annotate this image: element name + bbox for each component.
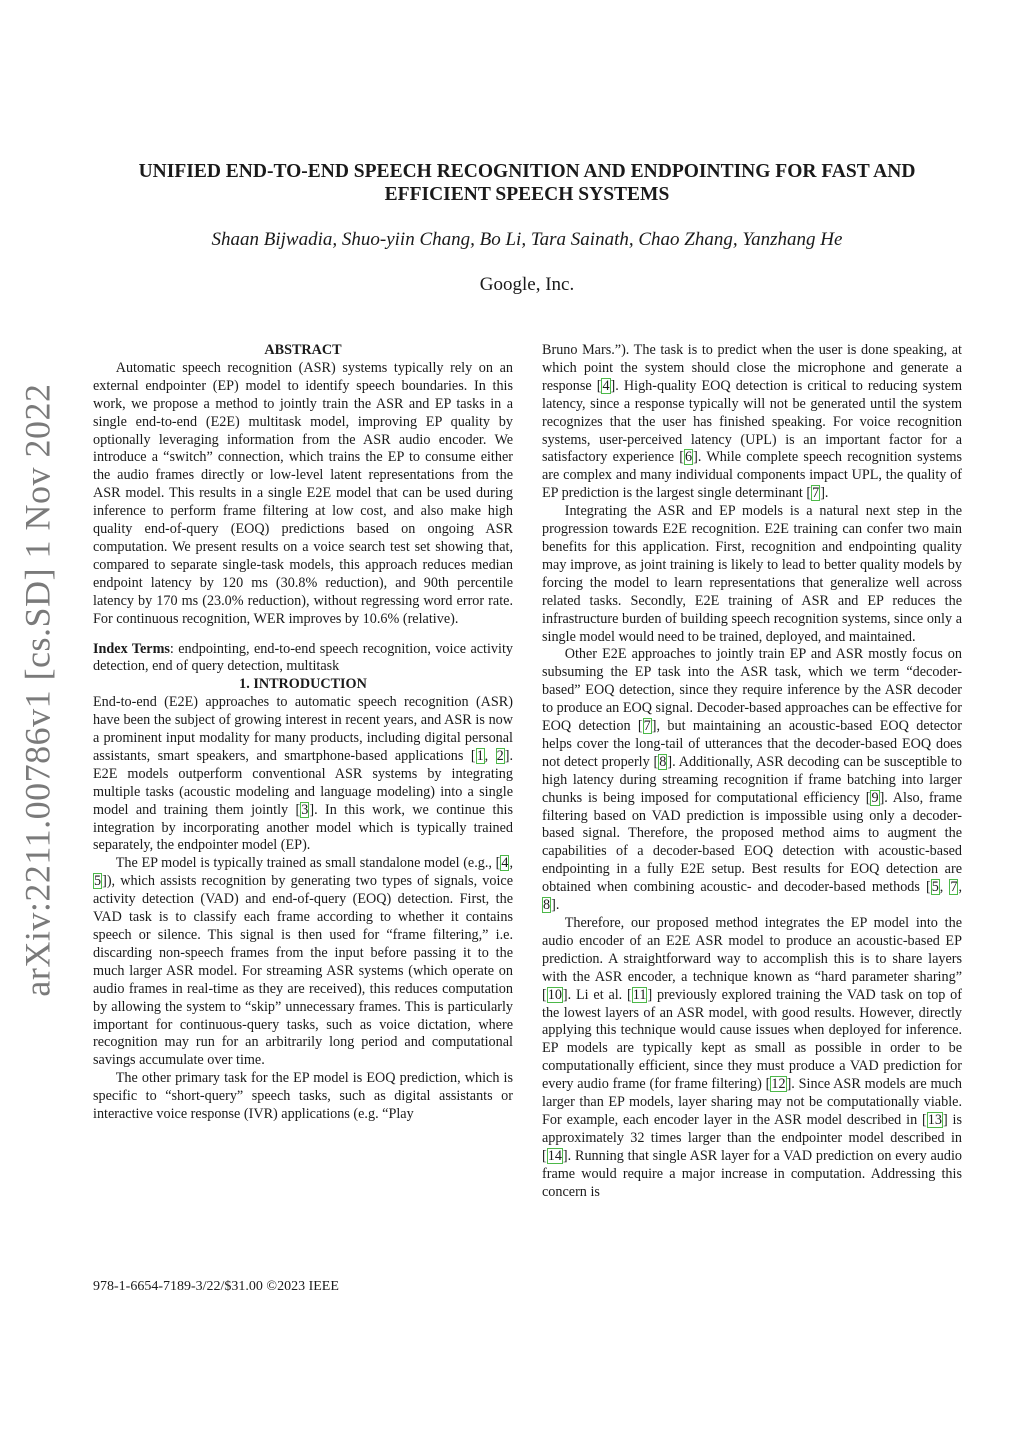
text-run: Bruno Mars.”). The task is to predict when the user is done speaking, at which point the system should close the microphone and generate a response [ [542, 342, 962, 394]
citation-link[interactable]: 2 [496, 747, 504, 764]
citation-link[interactable]: 12 [771, 1076, 786, 1093]
intro-paragraph-5: Integrating the ASR and EP models is a natural next step in the progression towards E2E recognition. E2E training can confer two main benefits for this application. First, recognition and endpointing quality may improve, as joint training is likely to lead to better quality models by forcing the model to learn representations that generalize well across related tasks. Secondly, E2E training of ASR and EP reduces the infrastructure burden of building speech recognition systems, since only a single model would need to be trained, deployed, and maintained. [542, 503, 962, 645]
citation-link[interactable]: 7 [643, 718, 651, 735]
intro-heading: 1. INTRODUCTION [239, 676, 367, 693]
affiliation: Google, Inc. [479, 274, 575, 295]
text-run: ] previously explored training the VAD task on top of the lowest layers of an ASR model, with good results. However, directly applying this technique would cause issues when deployed for inference. EP models are typically kept as small as possible in order to be computationally efficient, since they must produce a VAD prediction for every audio frame (for frame filtering) [ [542, 986, 962, 1093]
author-list: Shaan Bijwadia, Shuo-yiin Chang, Bo Li, Tara Sainath, Chao Zhang, Yanzhang He [211, 229, 843, 250]
text-run: , [509, 855, 513, 872]
text-run: ]. In this work, we continue this integration by incorporating another model which is typically trained separately, the endpointer model (EP). [93, 801, 514, 854]
citation-link[interactable]: 5 [931, 879, 939, 896]
citation-link[interactable]: 4 [501, 855, 509, 872]
text-run: Therefore, our proposed method integrates the EP model into the audio encoder of an E2E ASR model to produce an acoustic-based EP prediction. A straightforward way to accomplish this is to share layers with the ASR encoder, a technique known as “hard parameter sharing” [ [542, 915, 962, 1003]
arxiv-id: arXiv:2211.00786v1 [cs.SD] 1 Nov 2022 [18, 383, 58, 997]
text-run: ], but maintaining an acoustic-based EOQ detector helps cover the long-tail of utterances that the decoder-based EOQ does not detect properly [ [542, 718, 962, 770]
text-run: ]. Also, frame filtering based on VAD prediction is impossible using only a decoder-based signal. Therefore, the proposed method aims to augment the capabilities of a decoder-based EOQ detection with acoustic-based endpointing in a fully E2E setup. Best results for EOQ detection are obtained when combining acoustic- and decoder-based methods [ [542, 789, 962, 896]
copyright-footer: 978-1-6654-7189-3/22/$31.00 ©2023 IEEE [93, 1279, 339, 1294]
paper-title [92, 160, 962, 206]
abstract-heading: ABSTRACT [264, 342, 342, 358]
citation-link[interactable]: 8 [659, 753, 667, 770]
text-run: ]), which assists recognition by generating two types of signals, voice activity detection (VAD) and end-of-query (EOQ) detection. First, the VAD task is to classify each frame according to whether it contains speech or silence. This signal is then used for “frame filtering,” i.e. discarding non-speech frames from the input before passing it to the much larger ASR model. For streaming ASR systems (which operate on audio frames in real-time as they are received), this reduces computation by allowing the system to “skip” unnecessary frames. This is particularly important for continuous-query tasks, such as voice dictation, where recognition may run for an arbitrarily long period and computational savings accumulate over time. [93, 873, 513, 1069]
text-run: ]. While complete speech recognition systems are complex and many individual components impact UPL, the quality of EP prediction is the largest single determinant [ [542, 449, 962, 502]
text-run: ]. High-quality EOQ detection is critical to reducing system latency, since a response typically will not be generated until the system recognizes that the user has finished speaking. For voice recognition systems, user-perceived latency (UPL) is an important factor for a satisfactory experience [ [542, 377, 963, 466]
citation-link[interactable]: 13 [927, 1111, 942, 1128]
intro-paragraph-7 [542, 915, 962, 1202]
citation-link[interactable]: 5 [94, 873, 102, 890]
citation-link[interactable]: 8 [543, 897, 551, 914]
citation-link[interactable]: 1 [476, 747, 484, 764]
citation-link[interactable]: 4 [602, 377, 610, 394]
left-column [93, 342, 513, 1124]
index-terms-label: Index Terms [93, 640, 170, 657]
citation-link[interactable]: 9 [871, 789, 879, 806]
text-run: Other E2E approaches to jointly train EP and ASR mostly focus on subsuming the EP task into the ASR task, which we term “decoder-based” EOQ detection, since they require inference by the ASR decoder to produce an EOQ signal. Decoder-based approaches can be effective for EOQ detection [ [542, 646, 962, 735]
text-run: ]. [551, 897, 560, 914]
text-run: , [939, 879, 950, 896]
citation-link[interactable]: 3 [301, 801, 309, 818]
intro-paragraph-1 [93, 694, 513, 855]
text-run: , [484, 747, 496, 764]
index-terms [93, 641, 513, 677]
citation-link[interactable]: 7 [950, 879, 958, 896]
text-run: ]. Since ASR models are much larger than EP models, layer sharing may not be computationally viable. For example, each encoder layer in the ASR model described in [ [542, 1076, 962, 1128]
arxiv-sidebar-stamp [8, 330, 68, 1050]
text-run: ]. Li et al. [ [562, 986, 632, 1003]
right-column [542, 342, 962, 1202]
intro-paragraph-2 [93, 855, 513, 1070]
text-run: ] is approximately 32 times larger than the endpointer model described in [ [542, 1111, 962, 1164]
text-run: , [958, 879, 963, 896]
intro-paragraph-3: The other primary task for the EP model is EOQ prediction, which is specific to “short-query” speech tasks, such as digital assistants or interactive voice response (IVR) applications (e.g. “Play [93, 1070, 513, 1123]
text-run: End-to-end (E2E) approaches to automatic speech recognition (ASR) have been the subject of growing interest in recent years, and ASR is now a prominent input modality for many products, including digital personal assistants, smart speakers, and smartphone-based applications [ [93, 694, 513, 764]
citation-link[interactable]: 11 [632, 986, 647, 1003]
title-line-2: EFFICIENT SPEECH SYSTEMS [384, 184, 670, 205]
abstract-body: Automatic speech recognition (ASR) systems typically rely on an external endpointer (EP) model to identify speech boundaries. In this work, we propose a method to jointly train the ASR and EP tasks in a single end-to-end (E2E) multitask model, improving EP quality by optionally leveraging information from the ASR audio encoder. We introduce a “switch” connection, which trains the EP to consume either the audio frames directly or low-level latent representations from the ASR model. This results in a single E2E model that can be used during inference to perform frame filtering at low cost, and also make high quality end-of-query (EOQ) predictions based on ongoing ASR computation. We present results on a voice search test set showing that, compared to separate single-task models, this approach reduces median endpoint latency by 120 ms (30.8% reduction), and 90th percentile latency by 170 ms (23.0% reduction), without regressing word error rate. For continuous recognition, WER improves by 10.6% (relative). [93, 359, 513, 627]
intro-paragraph-4 [542, 342, 962, 503]
text-run: ]. [820, 485, 829, 502]
citation-link[interactable]: 10 [547, 986, 562, 1003]
text-run: The EP model is typically trained as small standalone model (e.g., [ [115, 855, 501, 872]
title-line-1: UNIFIED END-TO-END SPEECH RECOGNITION AND ENDPOINTING FOR FAST AND [138, 161, 916, 182]
text-run: ]. Running that single ASR layer for a VAD prediction on every audio frame would require a major increase in computation. Addressing this concern is [542, 1147, 962, 1200]
intro-paragraph-6 [542, 646, 962, 915]
citation-link[interactable]: 7 [812, 485, 820, 502]
citation-link[interactable]: 6 [685, 449, 693, 466]
index-terms-text: : endpointing, end-to-end speech recognition, voice activity detection, end of query detection, multitask [93, 640, 513, 675]
text-run: ]. Additionally, ASR decoding can be susceptible to high latency during streaming recognition if frame batching into larger chunks is being imposed for computational efficiency [ [542, 753, 962, 806]
citation-link[interactable]: 14 [547, 1147, 562, 1164]
text-run: ]. E2E models outperform conventional ASR systems by integrating multiple tasks (acoustic modeling and language modeling) into a single model and training them jointly [ [93, 747, 513, 818]
